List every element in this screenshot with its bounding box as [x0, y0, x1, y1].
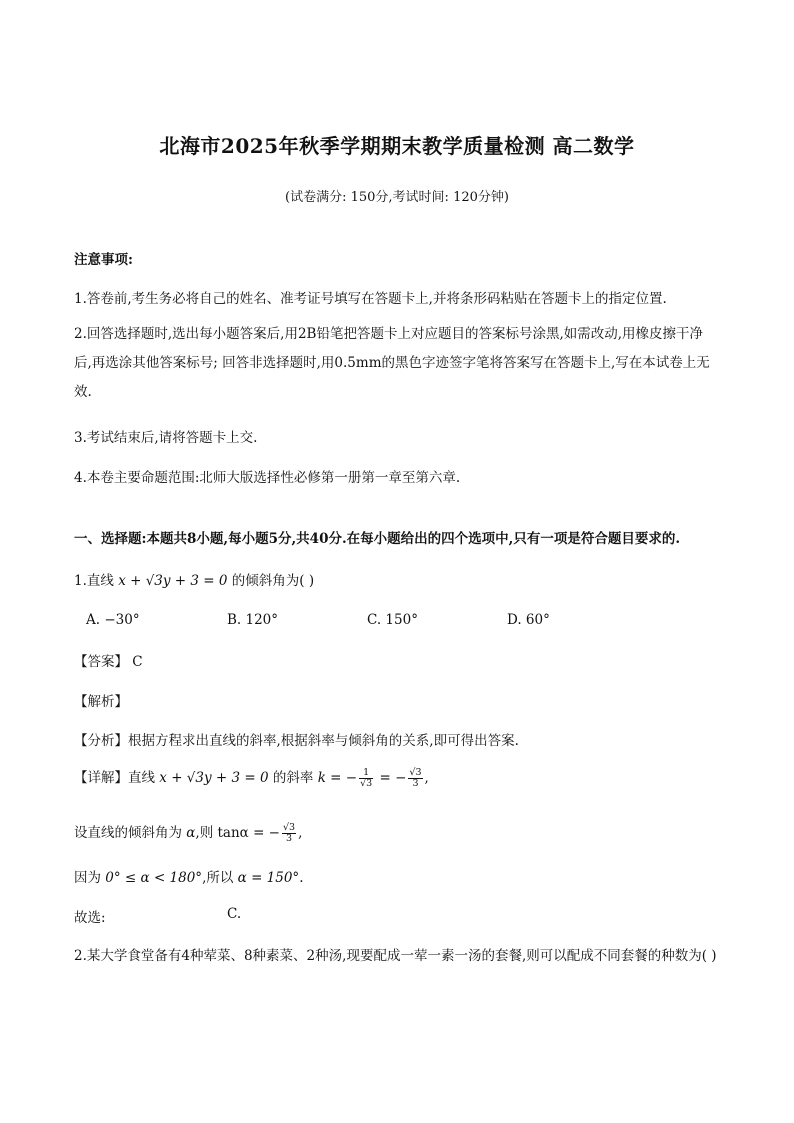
question-1-stem: [74, 569, 314, 589]
notice-item-3: 3.考试结束后,请将答题卡上交.: [74, 430, 258, 446]
notice-heading: 注意事项:: [74, 252, 133, 268]
detail-prefix: 直线: [128, 770, 155, 786]
notice-item-1: 1.答卷前,考生务必将自己的姓名、准考证号填写在答题卡上,并将条形码粘贴在答题卡上的指定位置.: [74, 291, 667, 307]
q1-choose-label: 故选:: [74, 910, 106, 926]
detail-k: k = −: [317, 770, 358, 786]
detail-fraction-1: [359, 768, 373, 789]
section-heading: 一、选择题:本题共8小题,每小题5分,共40分.在每小题给出的四个选项中,只有一项是符合题目要求的.: [74, 531, 681, 547]
line3-expr2: α = 150°: [237, 870, 300, 886]
q1-fenxi: [74, 729, 519, 749]
frac2-den: 3: [412, 778, 419, 789]
line2-tail: ,: [298, 825, 303, 841]
q1-answer: [74, 650, 143, 670]
q1-option-d: D. 60°: [507, 612, 550, 628]
q1-option-b: B. 120°: [227, 612, 279, 628]
q1-equation: x + √3y + 3 = 0: [118, 573, 228, 589]
question-2-stem: 2.某大学食堂备有4种荤菜、8种素菜、2种汤,现要配成一荤一素一汤的套餐,则可以配成不同套餐的种数为( ): [74, 948, 717, 964]
answer-label: 【答案】: [74, 654, 128, 670]
q1-analysis-label: 【解析】: [74, 694, 128, 710]
detail-fraction-2: [408, 768, 422, 789]
line2-frac-den: 3: [286, 833, 293, 844]
q1-line-2: [74, 821, 302, 844]
detail-label: 【详解】: [74, 770, 128, 786]
frac2-num: √3: [409, 767, 422, 778]
line2-prefix: 设直线的倾斜角为: [74, 825, 182, 841]
fenxi-label: 【分析】: [74, 733, 128, 749]
line3-tail: .: [299, 870, 304, 886]
line3-mid: ,所以: [202, 870, 234, 886]
q1-line-3: [74, 866, 303, 886]
detail-equation: x + √3y + 3 = 0: [159, 770, 269, 786]
q1-option-c: C. 150°: [367, 612, 418, 628]
q1-option-a: A. −30°: [86, 612, 140, 628]
frac1-den: √3: [360, 778, 373, 789]
fenxi-text: 根据方程求出直线的斜率,根据斜率与倾斜角的关系,即可得出答案.: [128, 733, 519, 749]
q1-detail: [74, 766, 429, 789]
line2-frac-num: √3: [283, 822, 296, 833]
answer-value: C: [132, 654, 143, 670]
notice-item-2: 2.回答选择题时,选出每小题答案后,用2B铅笔把答题卡上对应题目的答案标号涂黑,如需改动,用橡皮擦干净后,再选涂其他答案标号; 回答非选择题时,用0.5mm的黑色字迹签字笔将答案写在答题卡上,写在本试卷上无效.: [74, 326, 710, 400]
notice-item-4: 4.本卷主要命题范围:北师大版选择性必修第一册第一章至第六章.: [74, 470, 461, 486]
page-title: 北海市2025年秋季学期期末教学质量检测 高二数学: [159, 134, 635, 158]
q1-stem-prefix: 1.直线: [74, 573, 114, 589]
frac1-num: 1: [359, 768, 373, 779]
q1-stem-suffix: 的倾斜角为( ): [231, 573, 315, 589]
line2-mid: ,则 tanα = −: [195, 825, 280, 841]
q1-choose-value: C.: [227, 906, 242, 922]
line3-expr: 0° ≤ α < 180°: [105, 870, 203, 886]
detail-eq2: = −: [375, 770, 407, 786]
line2-fraction: [282, 823, 296, 844]
line3-prefix: 因为: [74, 870, 101, 886]
detail-tail: ,: [424, 770, 429, 786]
line2-alpha: α: [186, 825, 196, 841]
detail-mid: 的斜率: [272, 770, 314, 786]
exam-subtitle: (试卷满分: 150分,考试时间: 120分钟): [285, 190, 509, 205]
